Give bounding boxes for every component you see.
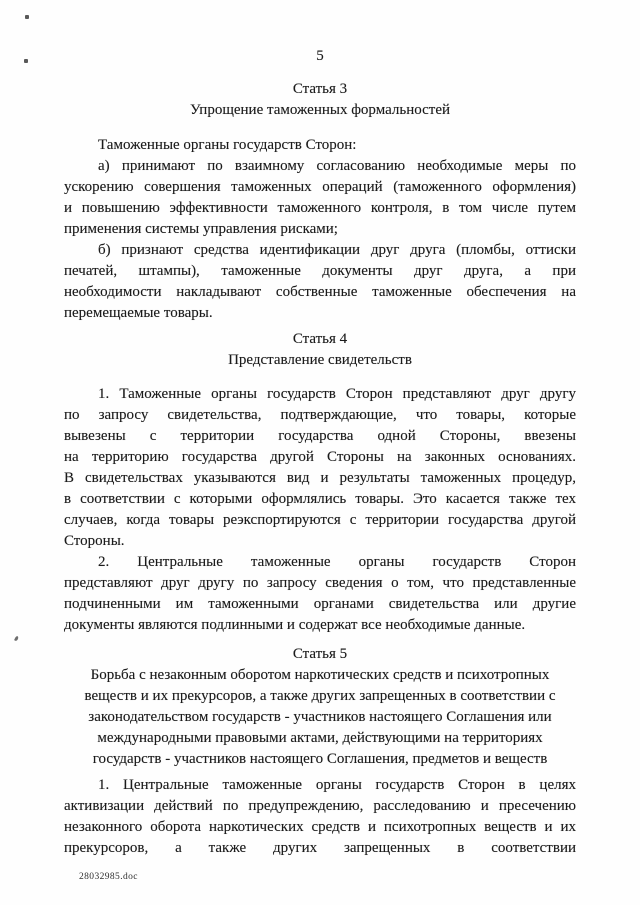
paragraph-block bbox=[64, 135, 576, 156]
heading-line: веществ и их прекурсоров, а также других запрещенных в соответствии с bbox=[84, 688, 556, 704]
paragraph-line: Таможенные органы государств Сторон: bbox=[98, 137, 357, 153]
document-content bbox=[64, 46, 576, 883]
heading-block bbox=[64, 79, 576, 121]
paragraph-line: незаконного оборота наркотических средств и психотропных веществ и их bbox=[64, 819, 576, 835]
page-number-text: 5 bbox=[316, 48, 324, 64]
page-number bbox=[64, 46, 576, 67]
heading-line: Статья 3 bbox=[292, 81, 348, 97]
paragraph-line: 2. Центральные таможенные органы государств Сторон bbox=[98, 554, 576, 570]
paragraph-line: применения системы управления рисками; bbox=[64, 221, 338, 237]
heading-line: Упрощение таможенных формальностей bbox=[189, 102, 451, 118]
paragraph-block bbox=[64, 240, 576, 324]
paragraph-line: активизации действий по предупреждению, расследованию и пресечению bbox=[64, 798, 576, 814]
paragraph-block bbox=[64, 384, 576, 552]
heading-line: Борьба с незаконным оборотом наркотических средств и психотропных bbox=[90, 667, 550, 683]
heading-line: законодательством государств - участников настоящего Соглашения или bbox=[88, 709, 552, 725]
paragraph-line: В свидетельствах указываются вид и результаты таможенных процедур, bbox=[64, 470, 576, 486]
paragraph-block bbox=[64, 775, 576, 859]
paragraph-line: вывезены с территории государства одной Стороны, ввезены bbox=[64, 428, 576, 444]
paragraph-line: а) принимают по взаимному согласованию необходимые меры по bbox=[98, 158, 576, 174]
document-footer bbox=[64, 871, 576, 883]
paragraph-line: Стороны. bbox=[64, 533, 125, 549]
paragraph-line: перемещаемые товары. bbox=[64, 305, 213, 321]
heading-line: международными правовыми актами, действующими на территориях bbox=[97, 730, 543, 746]
footer-filename: 28032985.doc bbox=[79, 872, 138, 882]
paragraph-line: по запросу свидетельства, подтверждающие, что товары, которые bbox=[64, 407, 576, 423]
scan-speckle bbox=[25, 15, 29, 19]
paragraph-line: необходимости накладывают собственные таможенные обеспечения на bbox=[64, 284, 576, 300]
paragraph-line: случаев, когда товары реэкспортируются с территории государства другой bbox=[64, 512, 576, 528]
paragraph-block bbox=[64, 156, 576, 240]
heading-line: Представление свидетельств bbox=[228, 352, 412, 368]
paragraph-line: документы являются подлинными и содержат все необходимые данные. bbox=[64, 617, 526, 633]
paragraph-line: прекурсоров, а также других запрещенных в соответствии bbox=[64, 840, 576, 856]
heading-block bbox=[64, 329, 576, 371]
paragraph-line: подчиненными им таможенными органами свидетельства или другие bbox=[64, 596, 576, 612]
heading-block bbox=[64, 644, 576, 770]
paragraph-line: на территорию государства другой Стороны на законных основаниях. bbox=[64, 449, 576, 465]
paragraph-block bbox=[64, 552, 576, 636]
paragraph-line: б) признают средства идентификации друг друга (пломбы, оттиски bbox=[98, 242, 576, 258]
heading-line: Статья 5 bbox=[292, 646, 348, 662]
paragraph-line: печатей, штампы), таможенные документы друг друга, а при bbox=[64, 263, 576, 279]
paragraph-line: и повышению эффективности таможенного контроля, в том числе путем bbox=[64, 200, 576, 216]
scan-speckle bbox=[14, 636, 19, 642]
paragraph-line: в соответствии с которыми оформлялись товары. Это касается также тех bbox=[64, 491, 576, 507]
paragraph-line: представляют друг другу по запросу сведения о том, что представленные bbox=[64, 575, 576, 591]
heading-line: Статья 4 bbox=[292, 331, 348, 347]
scan-speckle bbox=[24, 59, 28, 63]
paragraph-line: 1. Центральные таможенные органы государств Сторон в целях bbox=[98, 777, 576, 793]
heading-line: государств - участников настоящего Соглашения, предметов и веществ bbox=[92, 751, 548, 767]
paragraph-line: 1. Таможенные органы государств Сторон представляют друг другу bbox=[98, 386, 576, 402]
paragraph-line: ускорению совершения таможенных операций (таможенного оформления) bbox=[64, 179, 576, 195]
